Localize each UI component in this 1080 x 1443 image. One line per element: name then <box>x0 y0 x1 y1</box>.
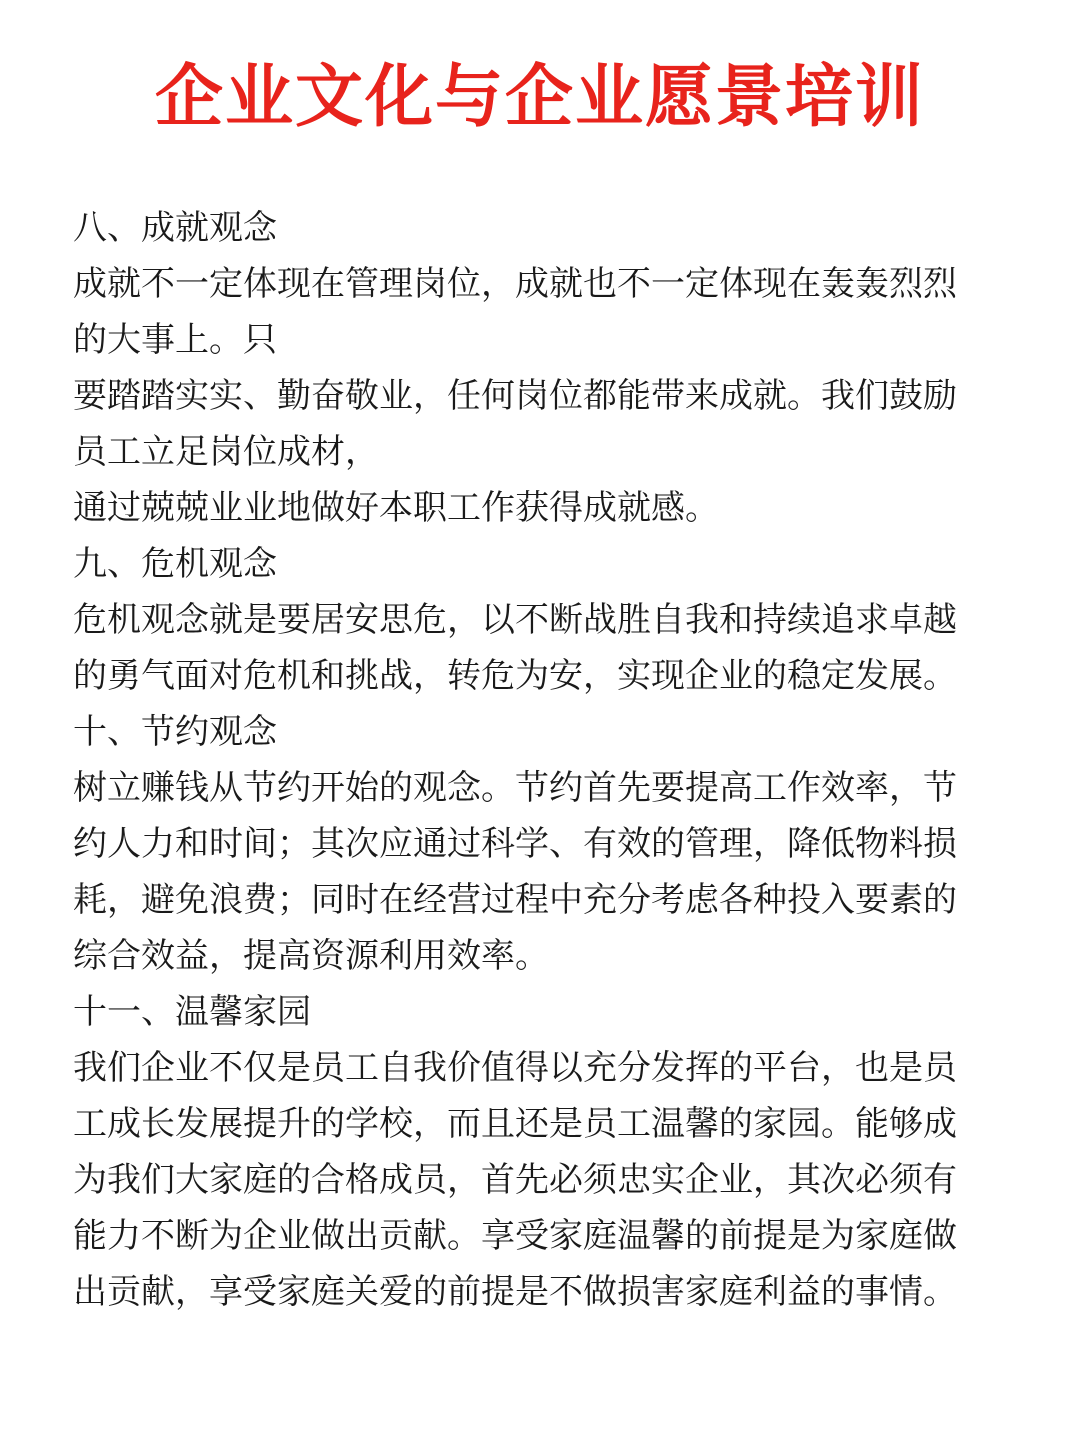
page-title: 企业文化与企业愿景培训 <box>154 57 925 137</box>
text-line: 综合效益，提高资源利用效率。 <box>73 936 549 976</box>
body-text <box>73 200 1013 1320</box>
text-line: 树立赚钱从节约开始的观念。节约首先要提高工作效率，节 <box>73 768 957 808</box>
text-line: 为我们大家庭的合格成员，首先必须忠实企业，其次必须有 <box>73 1160 957 1200</box>
section-heading-crisis: 九、危机观念 <box>73 544 277 584</box>
text-line: 我们企业不仅是员工自我价值得以充分发挥的平台，也是员 <box>73 1048 957 1088</box>
text-line: 危机观念就是要居安思危，以不断战胜自我和持续追求卓越 <box>73 600 957 640</box>
text-line: 的勇气面对危机和挑战，转危为安，实现企业的稳定发展。 <box>73 656 957 696</box>
text-line: 成就不一定体现在管理岗位，成就也不一定体现在轰轰烈烈 <box>73 264 957 304</box>
text-line: 出贡献，享受家庭关爱的前提是不做损害家庭利益的事情。 <box>73 1272 957 1312</box>
text-line: 的大事上。只 <box>73 320 277 360</box>
text-line: 能力不断为企业做出贡献。享受家庭温馨的前提是为家庭做 <box>73 1216 957 1256</box>
text-line: 员工立足岗位成材， <box>73 432 379 472</box>
section-heading-warm-home: 十一、温馨家园 <box>73 992 311 1032</box>
section-heading-achievement: 八、成就观念 <box>73 208 277 248</box>
text-line: 约人力和时间；其次应通过科学、有效的管理，降低物料损 <box>73 824 957 864</box>
section-heading-thrift: 十、节约观念 <box>73 712 277 752</box>
text-line: 通过兢兢业业地做好本职工作获得成就感。 <box>73 488 719 528</box>
text-line: 要踏踏实实、勤奋敬业，任何岗位都能带来成就。我们鼓励 <box>73 376 957 416</box>
text-line: 耗，避免浪费；同时在经营过程中充分考虑各种投入要素的 <box>73 880 957 920</box>
text-line: 工成长发展提升的学校，而且还是员工温馨的家园。能够成 <box>73 1104 957 1144</box>
